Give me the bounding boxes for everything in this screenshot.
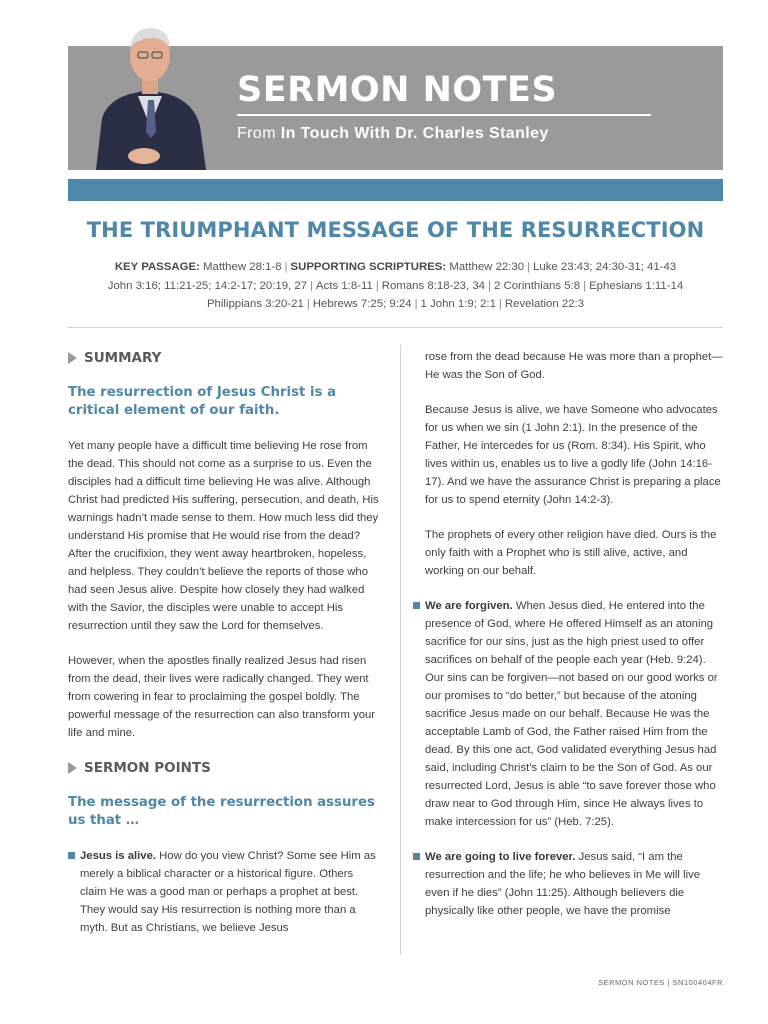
- point-forgiven: [413, 597, 723, 831]
- summary-paragraph: However, when the apostles finally realized Jesus had risen from the dead, their lives were radically changed. They went from cowering in fear to proclaiming the gospel boldly. The powerful message of the resurrection can also transform your life and mine.: [68, 655, 376, 739]
- body-paragraph: The prophets of every other religion have died. Ours is the only faith with a Prophet who is still alive, active, and working on our behalf.: [425, 529, 717, 577]
- reference-item: 1 John 1:9; 2:1: [420, 298, 496, 310]
- point-live-forever: [413, 848, 723, 920]
- point-text: Jesus said, “I am the resurrection and the life; he who believes in Me will live even if he dies” (John 11:25). Although believers die physically like other people, we have the promise: [425, 851, 701, 917]
- summary-subheading: The resurrection of Jesus Christ is a critical element of our faith.: [68, 385, 337, 418]
- point-jesus-alive: [68, 847, 380, 937]
- reference-item: Matthew 22:30: [449, 261, 525, 273]
- sermon-points-subheading: The message of the resurrection assures us that …: [68, 795, 375, 828]
- reference-item: Ephesians 1:11-14: [589, 279, 684, 292]
- speaker-portrait: [68, 14, 228, 170]
- reference-item: Romans 8:18-23, 34: [381, 279, 485, 292]
- square-bullet-icon: [413, 602, 420, 609]
- key-passage-value: Matthew 28:1-8: [203, 261, 282, 273]
- point-text: How do you view Christ? Some see Him as merely a biblical character or a historical figure. Others claim He was a good man or perhaps a prophet at best. They would say His resurrection is nothing more than a myth. But as Christians, we believe Jesus: [80, 850, 376, 934]
- summary-paragraph: Yet many people have a difficult time believing He rose from the dead. This should not come as a surprise to us. Even the disciples had a difficult time believing He was alive. Although Christ had predicted His suffering, persecution, and death, His warnings hadn’t made sense to them. How much less did they understand His promise that He would rise from the dead? After the crucifixion, they went away heartbroken, hopeless, and helpless. They couldn’t believe the reports of those who had seen Jesus alive. Despite how closely they had walked with the Savior, the disciples were unable to accept His resurrection until they saw the Lord for themselves.: [68, 440, 379, 632]
- section-divider: [68, 327, 723, 328]
- point-text: When Jesus died, He entered into the presence of God, where He offered Himself as an atoning sacrifice for our sins, just as the high priest used to offer sacrifices on behalf of the people each year (Heb. 9:24). Our sins can be forgiven—not based on our good works or our promises to “do better,” but because of the atoning sacrifice Jesus made on our behalf. Because He was the acceptable Lamb of God, the Father raised Him from the dead. By this one act, God validated everything Jesus had said, including Christ’s claim to be the Son of God. As our resurrected Lord, Jesus is able “to save forever those who draw near to God through Him, since He always lives to make intercession for us” (Heb. 7:25).: [425, 600, 718, 828]
- point-lead: We are forgiven.: [425, 600, 513, 612]
- square-bullet-icon: [68, 852, 75, 859]
- reference-item: Luke 23:43; 24:30-31; 41-43: [533, 261, 677, 273]
- sermon-points-heading-label: SERMON POINTS: [84, 760, 211, 776]
- accent-bar: [68, 179, 723, 201]
- from-label: From: [237, 125, 276, 142]
- reference-item: John 3:16; 11:21-25; 14:2-17; 20:19, 27: [107, 279, 308, 292]
- references-line-2: John 3:16; 11:21-25; 14:2-17; 20:19, 27 | Acts 1:8-11 | Romans 8:18-23, 34 | 2 Corinthians 5:8 | Ephesians 1:11-14: [107, 279, 684, 292]
- header-title: SERMON NOTES: [237, 70, 558, 110]
- page-footer: SERMON NOTES | SN100404FR: [598, 978, 723, 987]
- continuation-text: rose from the dead because He was more than a prophet—He was the Son of God.: [425, 351, 723, 381]
- reference-item: Hebrews 7:25; 9:24: [312, 298, 412, 310]
- sermon-title: THE TRIUMPHANT MESSAGE OF THE RESURRECTION: [86, 218, 705, 242]
- references-line-1: KEY PASSAGE: Matthew 28:1-8 | SUPPORTING SCRIPTURES: Matthew 22:30 | Luke 23:43; 24:30-31; 41-43: [114, 261, 677, 273]
- references-line-3: Philippians 3:20-21 | Hebrews 7:25; 9:24 | 1 John 1:9; 2:1 | Revelation 22:3: [206, 298, 585, 310]
- triangle-right-icon: [68, 762, 77, 774]
- scripture-references: [60, 258, 731, 314]
- point-lead: Jesus is alive.: [80, 850, 156, 862]
- key-passage-label: KEY PASSAGE:: [114, 261, 200, 273]
- summary-heading: [68, 348, 380, 368]
- square-bullet-icon: [413, 853, 420, 860]
- supporting-label: SUPPORTING SCRIPTURES:: [290, 261, 447, 273]
- body-paragraph: Because Jesus is alive, we have Someone who advocates for us when we sin (1 John 2:1). In the presence of the Father, He intercedes for us (Rom. 8:34). His Spirit, who lives within us, enables us to live a godly life (John 14:16-17). And we have the assurance Christ is preparing a place for us to spend eternity (John 14:2-3).: [425, 404, 721, 506]
- header-subtitle: [237, 125, 549, 143]
- reference-item: Acts 1:8-11: [316, 279, 373, 292]
- summary-heading-label: SUMMARY: [84, 350, 162, 366]
- triangle-right-icon: [68, 352, 77, 364]
- reference-item: Philippians 3:20-21: [206, 298, 304, 310]
- column-divider: [400, 345, 401, 955]
- header-rule: [237, 114, 651, 116]
- left-column: [68, 348, 380, 937]
- reference-item: 2 Corinthians 5:8: [493, 279, 581, 292]
- right-column: [413, 348, 723, 920]
- sermon-points-heading: [68, 758, 380, 778]
- point-lead: We are going to live forever.: [425, 851, 576, 863]
- from-source: In Touch With Dr. Charles Stanley: [280, 125, 549, 142]
- reference-item: Revelation 22:3: [504, 298, 585, 310]
